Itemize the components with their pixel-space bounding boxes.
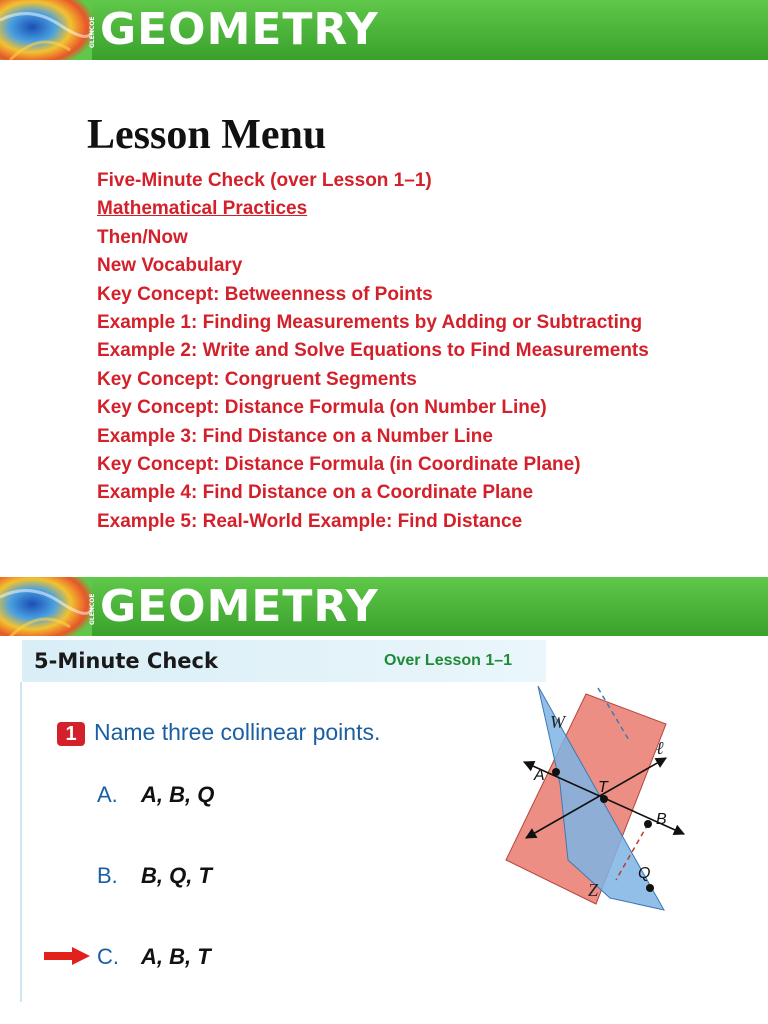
answer-choice: A, B, Q xyxy=(141,782,215,807)
label-plane-z: Z xyxy=(588,880,599,900)
lesson-menu-list xyxy=(97,167,649,536)
answer-choice: A, B, T xyxy=(141,944,211,969)
menu-item-key-concept-betweenness[interactable]: Key Concept: Betweenness of Points xyxy=(97,283,433,305)
geometry-banner-2 xyxy=(0,577,768,637)
answer-letter: A. xyxy=(97,782,118,807)
answer-option-b[interactable] xyxy=(97,861,212,891)
label-point-a: A xyxy=(534,767,545,784)
banner-title: GEOMETRY xyxy=(100,4,379,55)
label-point-q: Q xyxy=(638,865,651,882)
svg-text:GLENCOE: GLENCOE xyxy=(89,16,96,48)
geometry-banner xyxy=(0,0,768,60)
question-number-badge: 1 xyxy=(57,722,85,746)
menu-item-example-3[interactable]: Example 3: Find Distance on a Number Line xyxy=(97,425,493,447)
menu-item-example-1[interactable]: Example 1: Finding Measurements by Adding or Subtracting xyxy=(97,312,643,334)
menu-item-key-concept-distance-coordinate[interactable]: Key Concept: Distance Formula (in Coordinate Plane) xyxy=(97,454,581,476)
label-point-t: T xyxy=(598,779,608,796)
menu-item-new-vocabulary[interactable]: New Vocabulary xyxy=(97,255,243,277)
menu-item-then-now[interactable]: Then/Now xyxy=(97,226,188,248)
answer-letter: B. xyxy=(97,863,118,888)
menu-item-key-concept-congruent[interactable]: Key Concept: Congruent Segments xyxy=(97,368,417,390)
answer-choice: B, Q, T xyxy=(141,863,212,888)
left-divider xyxy=(20,682,22,1002)
check-title: 5-Minute Check xyxy=(34,649,218,673)
banner-title: GEOMETRY xyxy=(100,581,379,632)
label-plane-w: W xyxy=(550,712,565,732)
menu-item-example-5[interactable]: Example 5: Real-World Example: Find Distance xyxy=(97,510,523,532)
menu-item-example-2[interactable]: Example 2: Write and Solve Equations to Find Measurements xyxy=(97,340,649,362)
answer-letter: C. xyxy=(97,944,119,969)
over-lesson-label: Over Lesson 1–1 xyxy=(384,652,513,669)
menu-item-example-4[interactable]: Example 4: Find Distance on a Coordinate Plane xyxy=(97,482,534,504)
glencoe-logo xyxy=(88,14,96,48)
answer-option-c[interactable] xyxy=(97,942,211,972)
question-text: Name three collinear points. xyxy=(94,719,381,745)
menu-item-five-minute-check[interactable]: Five-Minute Check (over Lesson 1–1) xyxy=(97,170,432,191)
menu-item-key-concept-distance-number-line[interactable]: Key Concept: Distance Formula (on Number Line) xyxy=(97,397,547,419)
page-title: Lesson Menu xyxy=(87,112,327,158)
answer-option-a[interactable] xyxy=(97,780,214,810)
correct-answer-arrow-icon xyxy=(44,947,90,965)
banner-art-icon xyxy=(0,577,92,637)
glencoe-logo xyxy=(88,591,96,625)
intersecting-planes-figure xyxy=(498,684,690,914)
label-line-l: ℓ xyxy=(656,738,664,758)
menu-item-mathematical-practices[interactable]: Mathematical Practices xyxy=(97,198,308,220)
svg-text:GLENCOE: GLENCOE xyxy=(89,593,96,625)
label-point-b: B xyxy=(656,811,667,828)
banner-art-icon xyxy=(0,0,92,60)
